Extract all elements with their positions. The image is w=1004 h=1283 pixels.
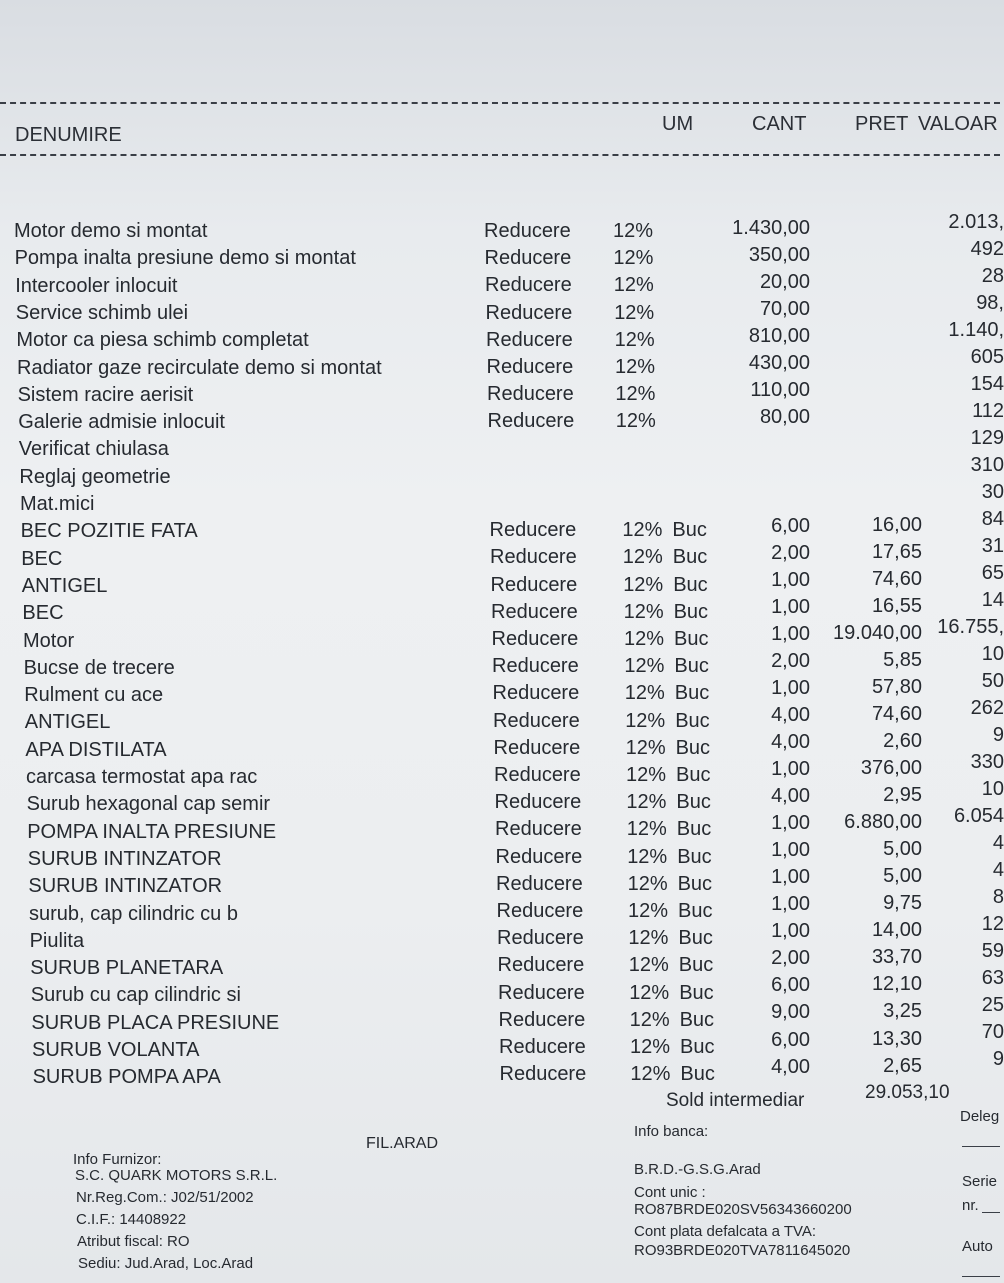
- delegat-label: Deleg: [960, 1108, 1000, 1125]
- item-discount: Reducere: [498, 981, 585, 1004]
- supplier-line: S.C. QUARK MOTORS S.R.L.: [75, 1167, 278, 1184]
- item-valoare: 262: [970, 697, 1004, 719]
- item-pret: 12,10: [871, 973, 922, 996]
- bank-line: Cont plata defalcata a TVA:: [634, 1223, 817, 1240]
- item-cant: 4,00: [771, 703, 810, 726]
- item-name: Bucse de trecere: [23, 656, 175, 679]
- item-valoare: 25: [981, 994, 1004, 1016]
- item-discount-percent: 12%: [630, 1036, 671, 1058]
- item-um: Buc: [680, 1036, 715, 1058]
- item-pret: 376,00: [860, 757, 922, 779]
- supplier-line: Nr.Reg.Com.: J02/51/2002: [76, 1189, 254, 1206]
- item-discount-percent: 12%: [629, 1008, 670, 1031]
- serie-label: Serie: [962, 1173, 998, 1190]
- item-name: carcasa termostat apa rac: [26, 766, 258, 788]
- header-top-divider: [0, 102, 1000, 104]
- item-discount: Reducere: [487, 383, 574, 406]
- item-valoare: 65: [981, 562, 1004, 584]
- item-um: Buc: [678, 900, 713, 922]
- item-cant: 1,00: [771, 568, 810, 591]
- item-um: Buc: [679, 981, 714, 1004]
- header-cant: CANT: [752, 113, 807, 135]
- item-name: Rulment cu ace: [24, 684, 164, 707]
- bank-line: RO87BRDE020SV56343660200: [634, 1201, 852, 1218]
- item-discount: Reducere: [494, 791, 582, 814]
- item-discount-percent: 12%: [628, 954, 669, 977]
- item-name: Motor ca piesa schimb completat: [16, 329, 309, 352]
- item-valoare: 8: [992, 886, 1004, 908]
- table-row: [0, 535, 1004, 573]
- table-row: [0, 400, 1004, 437]
- item-discount-percent: 12%: [624, 682, 665, 705]
- item-discount: Reducere: [485, 274, 572, 297]
- item-name: Reglaj geometrie: [19, 465, 171, 488]
- item-um: Buc: [674, 682, 710, 705]
- table-row: [0, 805, 1004, 845]
- item-discount: Reducere: [486, 356, 574, 378]
- header-pret: PRET: [855, 113, 909, 135]
- item-discount-percent: 12%: [624, 628, 665, 650]
- item-discount-percent: 12%: [628, 900, 669, 922]
- table-row: [0, 697, 1004, 737]
- item-discount-percent: 12%: [625, 709, 666, 732]
- item-valoare: 6.054: [953, 805, 1004, 827]
- item-valoare: 129: [970, 427, 1004, 449]
- item-pret: 57,80: [871, 675, 922, 698]
- item-discount: Reducere: [490, 573, 578, 596]
- item-pret: 3,25: [883, 1000, 922, 1023]
- item-name: BEC: [21, 547, 63, 570]
- item-name: SURUB PLACA PRESIUNE: [31, 1011, 280, 1034]
- item-pret: 5,00: [883, 865, 922, 888]
- item-discount-percent: 12%: [628, 927, 669, 950]
- table-row: [0, 859, 1004, 900]
- item-um: Buc: [675, 736, 711, 759]
- header-denumire: DENUMIRE: [15, 124, 122, 146]
- item-valoare: 330: [970, 751, 1004, 773]
- item-um: Buc: [680, 1063, 715, 1086]
- item-cant: 1,00: [771, 676, 810, 699]
- sold-label: Sold intermediar: [666, 1090, 805, 1111]
- item-discount: Reducere: [497, 927, 584, 950]
- item-name: Surub hexagonal cap semir: [26, 793, 271, 816]
- item-valoare: 310: [970, 454, 1004, 476]
- item-cant: 9,00: [771, 1001, 810, 1024]
- item-cant: 1,00: [771, 812, 810, 835]
- table-row: [0, 319, 1004, 356]
- item-name: Pompa inalta presiune demo si montat: [14, 247, 356, 270]
- item-discount-percent: 12%: [627, 845, 668, 868]
- item-pret: 2,65: [883, 1054, 922, 1077]
- item-cant: 20,00: [759, 271, 810, 294]
- auto-line: [962, 1276, 1000, 1277]
- item-discount: Reducere: [499, 1036, 586, 1058]
- item-cant: 110,00: [750, 379, 810, 402]
- item-discount: Reducere: [486, 328, 573, 351]
- item-um: Buc: [679, 1008, 715, 1031]
- item-valoare: 154: [970, 373, 1004, 395]
- item-name: SURUB VOLANTA: [32, 1039, 200, 1061]
- sold-value: 29.053,10: [865, 1082, 950, 1103]
- item-name: BEC POZITIE FATA: [20, 520, 198, 543]
- item-name: APA DISTILATA: [25, 738, 167, 761]
- table-row: [0, 238, 1004, 274]
- item-cant: 2,00: [771, 541, 810, 564]
- item-discount-percent: 12%: [615, 383, 656, 406]
- item-pret: 17,65: [871, 540, 922, 563]
- item-discount-percent: 12%: [629, 981, 670, 1004]
- item-valoare: 4: [992, 832, 1004, 854]
- item-name: BEC: [22, 602, 64, 625]
- item-discount: Reducere: [490, 546, 577, 569]
- item-um: Buc: [677, 872, 713, 895]
- item-discount: Reducere: [491, 628, 579, 650]
- item-valoare: 63: [981, 967, 1004, 989]
- item-discount: Reducere: [487, 410, 575, 433]
- item-discount: Reducere: [489, 519, 577, 542]
- item-valoare: 98,: [976, 292, 1004, 314]
- item-discount: Reducere: [493, 736, 581, 759]
- item-valoare: 50: [981, 670, 1004, 692]
- item-valoare: 28: [981, 265, 1004, 287]
- item-cant: 6,00: [771, 974, 810, 997]
- item-cant: 430,00: [748, 352, 810, 375]
- item-valoare: 16.755,: [937, 616, 1004, 638]
- item-discount: Reducere: [498, 1008, 586, 1031]
- item-discount: Reducere: [485, 301, 573, 324]
- item-pret: 33,70: [871, 946, 922, 969]
- item-valoare: 70: [981, 1021, 1004, 1043]
- item-discount: Reducere: [494, 764, 581, 786]
- item-cant: 810,00: [748, 325, 810, 348]
- item-discount: Reducere: [492, 682, 580, 705]
- item-cant: 2,00: [771, 947, 810, 970]
- item-valoare: 605: [970, 346, 1004, 368]
- item-pret: 16,55: [871, 594, 922, 617]
- header-valoare: VALOAR: [918, 113, 998, 135]
- item-valoare: 30: [981, 481, 1004, 503]
- item-um: Buc: [678, 927, 713, 950]
- item-pret: 5,85: [883, 648, 922, 671]
- item-discount: Reducere: [492, 655, 579, 678]
- header-um: UM: [662, 113, 694, 135]
- item-cant: 1,00: [771, 920, 810, 943]
- item-name: POMPA INALTA PRESIUNE: [27, 820, 277, 843]
- item-discount: Reducere: [491, 600, 578, 623]
- item-discount: Reducere: [484, 247, 572, 270]
- nr-label: nr.: [962, 1197, 979, 1214]
- table-row: [0, 832, 1004, 873]
- bank-title: Info banca:: [634, 1123, 709, 1140]
- item-discount: Reducere: [484, 220, 571, 242]
- item-discount-percent: 12%: [627, 872, 668, 895]
- item-um: Buc: [676, 764, 711, 786]
- item-discount-percent: 12%: [615, 410, 656, 433]
- item-name: Motor demo si montat: [14, 220, 208, 242]
- item-discount-percent: 12%: [626, 791, 667, 814]
- item-cant: 4,00: [771, 730, 810, 753]
- item-pret: 9,75: [883, 892, 922, 915]
- item-discount-percent: 12%: [613, 247, 654, 270]
- item-cant: 1,00: [771, 893, 810, 916]
- item-name: Radiator gaze recirculate demo si montat: [17, 356, 382, 379]
- item-discount-percent: 12%: [624, 655, 665, 678]
- table-row: [0, 292, 1004, 329]
- item-valoare: 31: [981, 535, 1004, 557]
- item-name: Piulita: [29, 929, 85, 952]
- item-name: SURUB INTINZATOR: [28, 875, 223, 898]
- item-pret: 74,60: [871, 702, 922, 725]
- item-name: surub, cap cilindric cu b: [29, 902, 238, 925]
- item-valoare: 10: [981, 643, 1004, 665]
- item-cant: 2,00: [771, 649, 810, 672]
- item-cant: 1,00: [771, 595, 810, 618]
- bank-line: RO93BRDE020TVA7811645020: [634, 1242, 851, 1259]
- item-discount-percent: 12%: [614, 301, 655, 324]
- item-valoare: 10: [981, 778, 1004, 800]
- item-name: Motor: [23, 629, 75, 652]
- item-cant: 4,00: [771, 1055, 810, 1078]
- item-cant: 350,00: [748, 244, 810, 267]
- item-um: Buc: [677, 845, 712, 868]
- item-valoare: 12: [981, 913, 1004, 935]
- item-um: Buc: [676, 791, 711, 814]
- item-name: Surub cu cap cilindric si: [30, 984, 241, 1007]
- table-row: [0, 211, 1004, 247]
- item-name: Galerie admisie inlocuit: [18, 411, 225, 434]
- item-cant: 80,00: [759, 406, 810, 429]
- item-discount: Reducere: [499, 1063, 587, 1086]
- item-discount-percent: 12%: [613, 220, 654, 242]
- item-valoare: 59: [981, 940, 1004, 962]
- item-discount-percent: 12%: [623, 600, 664, 623]
- item-pret: 14,00: [871, 919, 922, 942]
- item-discount-percent: 12%: [625, 736, 666, 759]
- item-name: Mat.mici: [20, 493, 95, 515]
- item-valoare: 84: [981, 508, 1004, 530]
- bank-line: Cont unic :: [634, 1184, 706, 1201]
- table-row: [0, 265, 1004, 301]
- item-pret: 74,60: [871, 567, 922, 590]
- table-row: [0, 373, 1004, 410]
- item-um: Buc: [673, 600, 709, 623]
- item-valoare: 2.013,: [948, 211, 1004, 233]
- item-um: Buc: [678, 954, 714, 977]
- table-row: [0, 751, 1004, 791]
- item-discount-percent: 12%: [615, 356, 656, 378]
- delegat-line: [962, 1146, 1000, 1147]
- item-name: Intercooler inlocuit: [15, 274, 178, 297]
- item-discount-percent: 12%: [622, 546, 663, 569]
- item-cant: 1.430,00: [732, 217, 810, 239]
- item-valoare: 1.140,: [948, 319, 1004, 341]
- item-cant: 1,00: [771, 866, 810, 889]
- item-pret: 16,00: [871, 513, 922, 536]
- item-name: ANTIGEL: [24, 711, 111, 734]
- item-discount: Reducere: [495, 845, 583, 868]
- item-cant: 1,00: [771, 622, 810, 645]
- item-um: Buc: [674, 655, 709, 678]
- item-pret: 2,95: [883, 784, 922, 807]
- item-cant: 6,00: [771, 514, 810, 537]
- item-name: Service schimb ulei: [15, 301, 189, 324]
- item-pret: 19.040,00: [833, 621, 922, 644]
- item-discount-percent: 12%: [614, 328, 655, 351]
- supplier-line: C.I.F.: 14408922: [76, 1211, 187, 1228]
- item-discount: Reducere: [496, 900, 584, 922]
- item-valoare: 14: [981, 589, 1004, 611]
- supplier-line: Atribut fiscal: RO: [77, 1233, 190, 1250]
- item-name: SURUB PLANETARA: [30, 957, 224, 980]
- table-row: [0, 724, 1004, 764]
- table-row: [0, 346, 1004, 383]
- item-um: Buc: [676, 818, 712, 841]
- item-discount-percent: 12%: [626, 818, 667, 841]
- item-discount-percent: 12%: [630, 1063, 671, 1086]
- item-valoare: 4: [992, 859, 1004, 881]
- supplier-line: Sediu: Jud.Arad, Loc.Arad: [78, 1255, 254, 1272]
- item-discount: Reducere: [497, 954, 585, 977]
- item-cant: 6,00: [771, 1028, 810, 1051]
- item-pret: 5,00: [883, 838, 922, 861]
- item-um: Buc: [672, 519, 707, 542]
- item-cant: 70,00: [759, 298, 810, 321]
- item-valoare: 112: [972, 400, 1004, 422]
- item-um: Buc: [674, 628, 709, 650]
- supplier-title: Info Furnizor:: [73, 1151, 162, 1168]
- supplier-branch: FIL.ARAD: [366, 1135, 439, 1152]
- item-discount-percent: 12%: [613, 274, 654, 297]
- auto-label: Auto: [962, 1238, 993, 1255]
- item-pret: 2,60: [883, 729, 922, 752]
- item-um: Buc: [672, 546, 708, 569]
- item-valoare: 9: [992, 724, 1004, 746]
- item-discount: Reducere: [496, 872, 583, 895]
- item-cant: 4,00: [771, 785, 810, 808]
- item-valoare: 9: [992, 1048, 1004, 1070]
- nr-line: [982, 1212, 1000, 1213]
- item-um: Buc: [673, 573, 708, 596]
- item-cant: 1,00: [771, 758, 810, 780]
- item-discount: Reducere: [493, 709, 580, 732]
- item-name: SURUB POMPA APA: [32, 1066, 221, 1089]
- table-row: [0, 616, 1004, 655]
- item-valoare: 492: [970, 238, 1004, 260]
- item-name: Verificat chiulasa: [18, 438, 169, 461]
- item-name: SURUB INTINZATOR: [27, 847, 222, 870]
- item-cant: 1,00: [771, 839, 810, 862]
- item-discount-percent: 12%: [622, 519, 663, 542]
- item-discount-percent: 12%: [626, 764, 667, 786]
- header-bottom-divider: [0, 154, 1000, 156]
- bank-line: B.R.D.-G.S.G.Arad: [634, 1161, 761, 1178]
- item-pret: 6.880,00: [844, 811, 922, 834]
- item-um: Buc: [675, 709, 710, 732]
- item-discount-percent: 12%: [623, 573, 664, 596]
- item-pret: 13,30: [871, 1027, 922, 1050]
- item-discount: Reducere: [495, 818, 582, 841]
- item-name: ANTIGEL: [21, 574, 108, 597]
- item-name: Sistem racire aerisit: [17, 383, 194, 406]
